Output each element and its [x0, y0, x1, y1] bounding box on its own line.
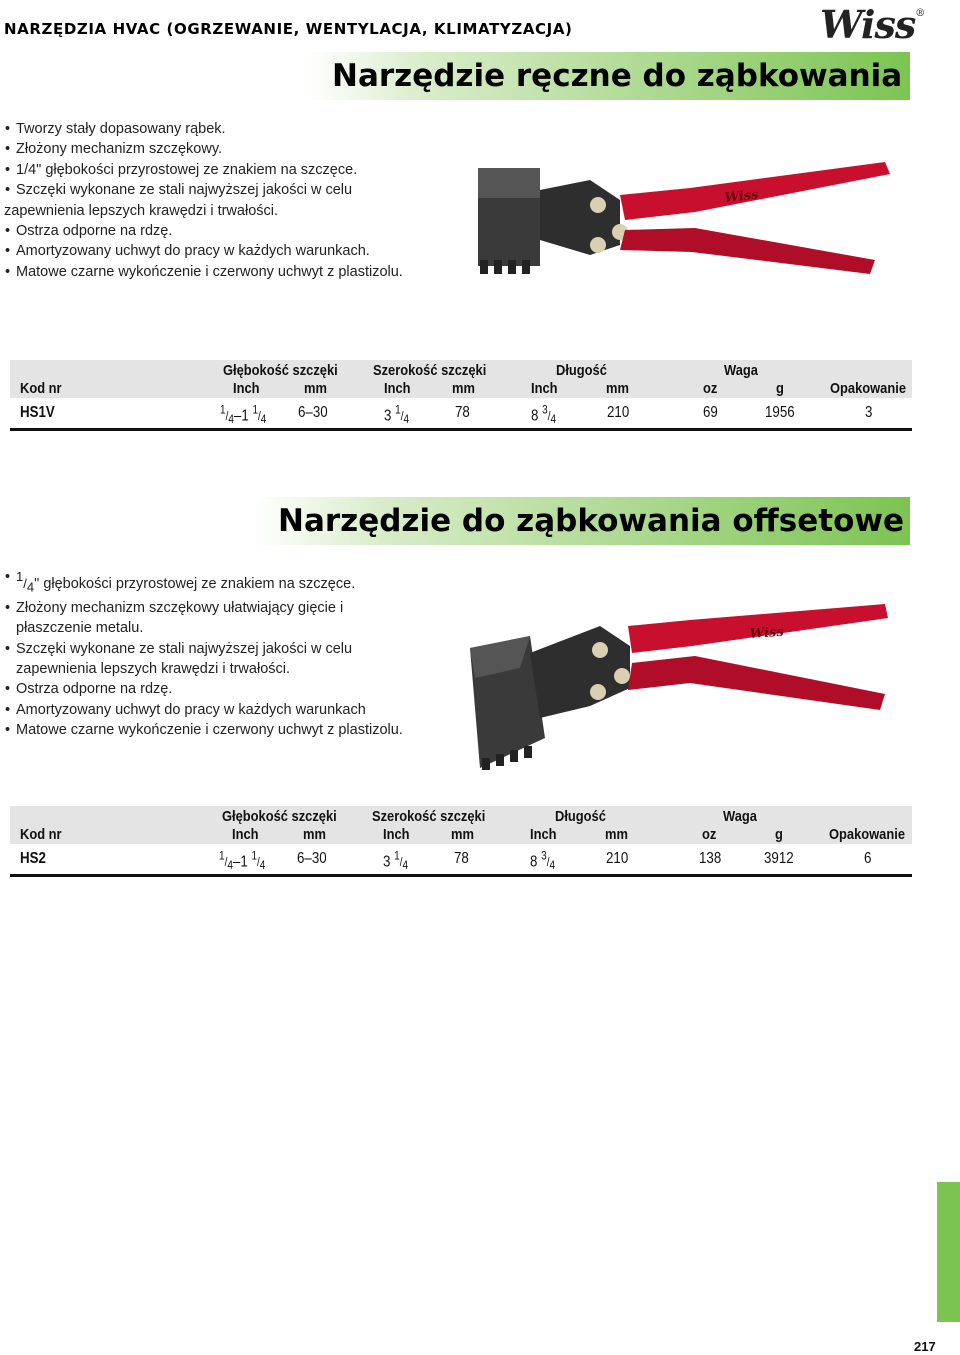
registered-mark: ® — [915, 8, 925, 19]
tool-rivet — [590, 237, 606, 253]
group-weight: Waga — [723, 808, 757, 825]
tool-brand-label: Wiss — [723, 187, 760, 206]
cell-length-mm: 210 — [607, 404, 630, 421]
col-depth-mm: mm — [303, 826, 326, 843]
feature-item: • Złożony mechanizm szczękowy ułatwiający gięcie i — [4, 598, 444, 618]
feature-item: • Ostrza odporne na rdzę. — [4, 221, 434, 241]
feature-item: • Amortyzowany uchwyt do pracy w każdych warunkach. — [4, 241, 434, 261]
group-jaw-width: Szerokość szczęki — [373, 362, 487, 379]
seamer-tool-image — [470, 150, 900, 290]
feature-item: • Szczęki wykonane ze stali najwyższej jakości w celu — [4, 639, 444, 659]
col-width-inch: Inch — [383, 826, 410, 843]
cell-code: HS1V — [20, 404, 55, 421]
cell-code: HS2 — [20, 850, 46, 867]
col-length-mm: mm — [606, 380, 629, 397]
group-weight: Waga — [724, 362, 758, 379]
cell-weight-g: 3912 — [764, 850, 794, 867]
cell-width-inch: 3 1/4 — [384, 404, 410, 427]
product1-spec-table — [10, 360, 912, 431]
cell-package: 3 — [865, 404, 873, 421]
tool-rivet — [590, 684, 606, 700]
feature-item: • Matowe czarne wykończenie i czerwony uchwyt z plastizolu. — [4, 720, 444, 740]
group-length: Długość — [555, 808, 606, 825]
col-weight-g: g — [776, 380, 784, 397]
cell-weight-g: 1956 — [765, 404, 795, 421]
product2-feature-list — [4, 567, 444, 741]
tool-handle-bottom — [628, 656, 885, 710]
col-depth-inch: Inch — [233, 380, 260, 397]
tool-brand-label: Wiss — [749, 624, 785, 642]
page-side-tab — [937, 1182, 960, 1322]
col-weight-g: g — [775, 826, 783, 843]
feature-item-continued: zapewnienia lepszych krawędzi i trwałości. — [16, 661, 291, 678]
wiss-logo — [820, 2, 924, 47]
col-weight-oz: oz — [703, 380, 718, 397]
col-code: Kod nr — [20, 380, 62, 397]
cell-length-inch: 8 3/4 — [531, 404, 557, 427]
group-length: Długość — [556, 362, 607, 379]
feature-item-continued: płaszczenie metalu. — [16, 620, 144, 637]
col-length-inch: Inch — [531, 380, 558, 397]
feature-item: • Matowe czarne wykończenie i czerwony uchwyt z plastizolu. — [4, 262, 434, 282]
offset-seamer-tool-image — [460, 598, 900, 778]
group-jaw-width: Szerokość szczęki — [372, 808, 486, 825]
tool-handle-bottom — [620, 228, 875, 274]
col-width-inch: Inch — [384, 380, 411, 397]
group-jaw-depth: Głębokość szczęki — [223, 362, 338, 379]
table-row — [10, 398, 912, 431]
product2-title: Narzędzie do ząbkowania offsetowe — [254, 497, 910, 545]
col-code: Kod nr — [20, 826, 62, 843]
product1-title: Narzędzie ręczne do ząbkowania — [308, 52, 910, 100]
col-package: Opakowanie — [830, 380, 906, 397]
col-width-mm: mm — [451, 826, 474, 843]
brand-name: Wiss — [820, 2, 916, 47]
cell-depth-inch: 1/4–1 1/4 — [220, 404, 267, 427]
cell-depth-mm: 6–30 — [298, 404, 328, 421]
cell-width-inch: 3 1/4 — [383, 850, 409, 873]
feature-item: • Amortyzowany uchwyt do pracy w każdych warunkach — [4, 700, 444, 720]
col-length-inch: Inch — [530, 826, 557, 843]
cell-weight-oz: 69 — [703, 404, 718, 421]
cell-width-mm: 78 — [454, 850, 469, 867]
col-width-mm: mm — [452, 380, 475, 397]
feature-item: • Tworzy stały dopasowany rąbek. — [4, 119, 434, 139]
feature-item: • Ostrza odporne na rdzę. — [4, 679, 444, 699]
cell-length-inch: 8 3/4 — [530, 850, 556, 873]
tool-rivet — [590, 197, 606, 213]
product1-feature-list — [4, 119, 434, 282]
cell-depth-mm: 6–30 — [297, 850, 327, 867]
group-jaw-depth: Głębokość szczęki — [222, 808, 337, 825]
feature-item: • Szczęki wykonane ze stali najwyższej jakości w celu — [4, 180, 434, 200]
cell-package: 6 — [864, 850, 872, 867]
cell-width-mm: 78 — [455, 404, 470, 421]
tool-rivet — [614, 668, 630, 684]
tool-rivet — [592, 642, 608, 658]
col-depth-mm: mm — [304, 380, 327, 397]
col-package: Opakowanie — [829, 826, 905, 843]
cell-length-mm: 210 — [606, 850, 629, 867]
tool-neck — [540, 180, 620, 255]
feature-item-continued: zapewnienia lepszych krawędzi i trwałości. — [4, 202, 279, 219]
feature-item: • 1/4" głębokości przyrostowej ze znakiem na szczęce. — [4, 160, 434, 180]
table-row — [10, 844, 912, 877]
page-number: 217 — [914, 1339, 936, 1354]
col-length-mm: mm — [605, 826, 628, 843]
col-depth-inch: Inch — [232, 826, 259, 843]
feature-item: • Złożony mechanizm szczękowy. — [4, 139, 434, 159]
tool-jaw-top — [478, 168, 540, 198]
table-header — [10, 806, 912, 844]
cell-depth-inch: 1/4–1 1/4 — [219, 850, 266, 873]
feature-item: • 1/4" głębokości przyrostowej ze znakiem na szczęce. — [4, 567, 444, 598]
cell-weight-oz: 138 — [699, 850, 722, 867]
product2-spec-table — [10, 806, 912, 877]
tool-neck — [530, 626, 630, 718]
col-weight-oz: oz — [702, 826, 717, 843]
category-heading: NARZĘDZIA HVAC (OGRZEWANIE, WENTYLACJA, KLIMATYZACJA) — [4, 20, 573, 38]
table-header — [10, 360, 912, 398]
